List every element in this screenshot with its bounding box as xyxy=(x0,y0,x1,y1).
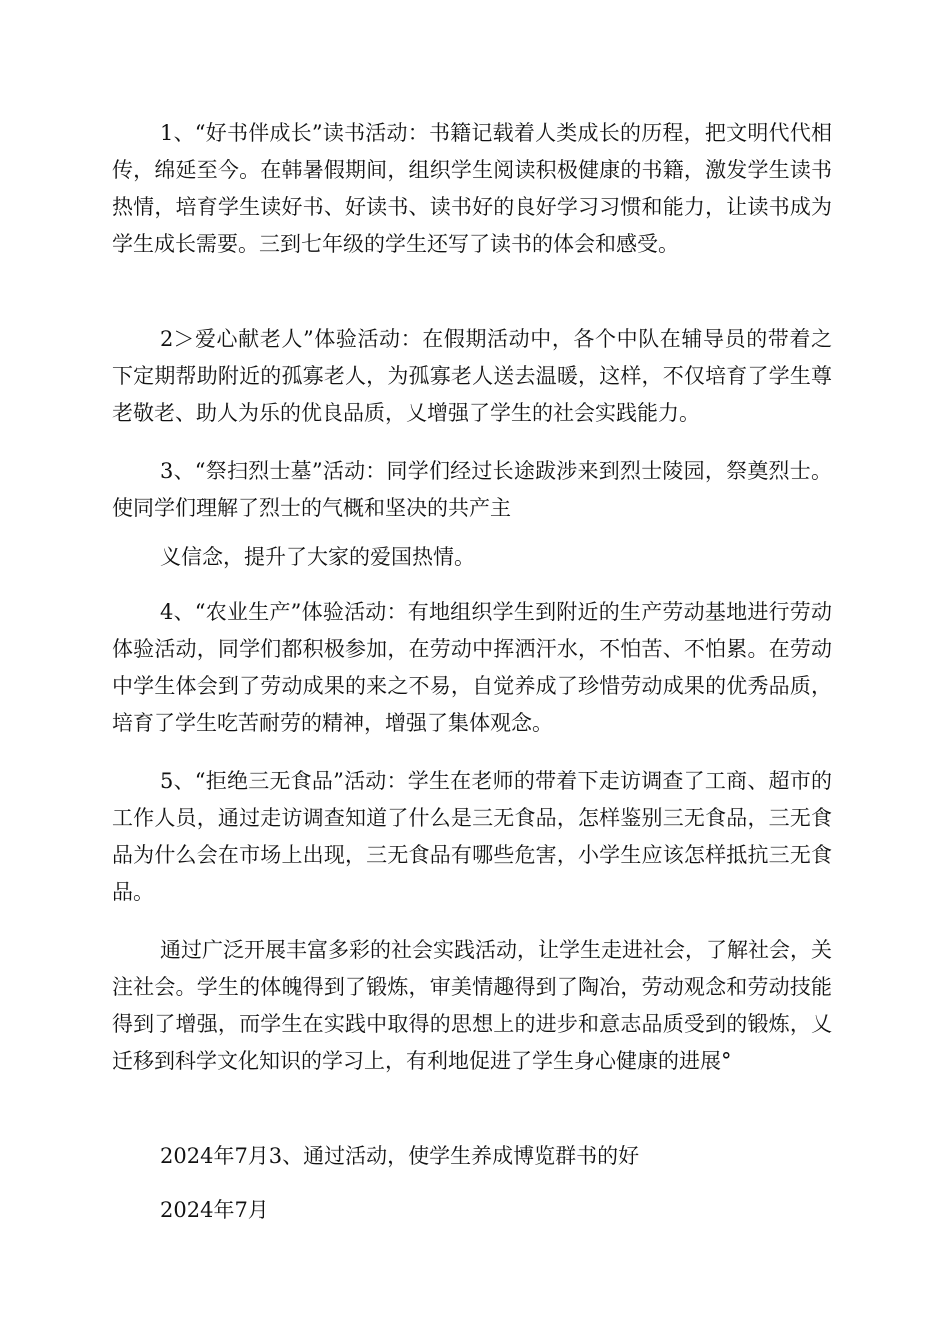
paragraph-date-line: 2024年7月3、通过活动，使学生养成博览群书的好 xyxy=(160,1144,640,1168)
paragraph-food-safety-activity: 5、“拒绝三无食品”活动：学生在老师的带着下走访调查了工商、超市的工作人员，通过走访调查知道了什么是三无食品，怎样鉴别三无食品，三无食品为什么会在市场上出现，三无食品有哪些危害，小学生应该怎样抵抗三无食品。 xyxy=(112,769,832,904)
paragraph-summary: 通过广泛开展丰富多彩的社会实践活动，让学生走进社会，了解社会，关注社会。学生的体魄得到了锻炼，审美情趣得到了陶冶，劳动观念和劳动技能得到了增强，而学生在实践中取得的思想上的进步和意志品质受到的锻炼，乂迁移到科学文化知识的学习上，有利地促进了学生身心健康的进展° xyxy=(112,938,832,1073)
paragraph-agriculture-activity: 4、“农业生产”体验活动：有地组织学生到附近的生产劳动基地进行劳动体验活动，同学们都积极参加，在劳动中挥洒汗水，不怕苦、不怕累。在劳动中学生体会到了劳动成果的来之不易，自觉养成了珍惜劳动成果的优秀品质，培育了学生吃苦耐劳的精神，增强了集体观念。 xyxy=(112,600,832,735)
paragraph-martyr-tomb-activity: 3、“祭扫烈士墓”活动：同学们经过长途跋涉来到烈士陵园，祭奠烈士。使同学们理解了烈士的气概和坚决的共产主 xyxy=(112,459,832,520)
paragraph-elderly-care-activity: 2＞爱心献老人”体验活动：在假期活动中，各个中队在辅导员的带着之下定期帮助附近的孤寡老人，为孤寡老人送去温暖，这样，不仅培育了学生尊老敬老、助人为乐的优良品质，乂增强了学生的社会实践能力。 xyxy=(112,327,832,425)
paragraph-martyr-tomb-continued: 义信念，提升了大家的爱国热情。 xyxy=(160,545,475,569)
paragraph-date: 2024年7月 xyxy=(160,1198,269,1222)
paragraph-reading-activity: 1、“好书伴成长”读书活动：书籍记载着人类成长的历程，把文明代代相传，绵延至今。在韩暑假期间，组织学生阅读积极健康的书籍，激发学生读书热情，培育学生读好书、好读书、读书好的良好学习习惯和能力，让读书成为学生成长需要。三到七年级的学生还写了读书的体会和感受。 xyxy=(112,121,832,256)
